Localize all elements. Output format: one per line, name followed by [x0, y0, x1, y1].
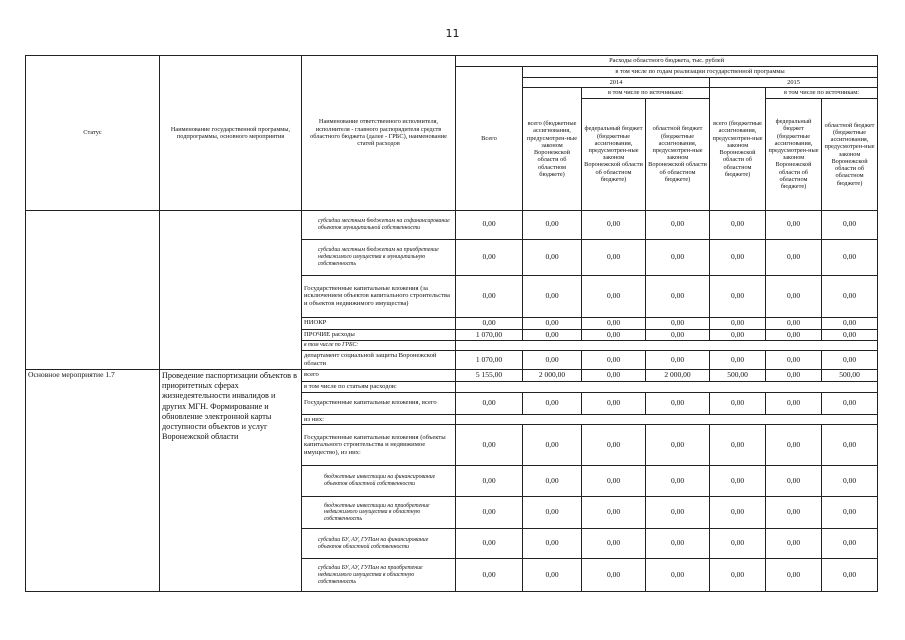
- row-label: Государственные капитальные вложения (объекты капитального строительства и недвижимое имущество), из них:: [302, 425, 456, 466]
- value-2015-federal: 0,00: [766, 210, 822, 239]
- value-2014-federal: 0,00: [582, 466, 646, 497]
- value-2015-federal: 0,00: [766, 529, 822, 559]
- value-total: 5 155,00: [456, 369, 523, 381]
- row-label: НИОКР: [302, 317, 456, 329]
- value-2015-total: 0,00: [710, 239, 766, 275]
- header-regional-2015: областной бюджет (бюджетные ассигнования, предусмотрен-ные законом Воронежской области об областном бюджете): [822, 98, 878, 210]
- value-2014-total: 0,00: [523, 317, 582, 329]
- value-2014-regional: 0,00: [646, 497, 710, 529]
- value-2015-regional: 0,00: [822, 466, 878, 497]
- header-total-2015: всего (бюджетные ассигнования, предусмотрен-ные законом Воронежской области об областном бюджете): [710, 88, 766, 210]
- program-cell: Проведение паспортизации объектов в приоритетных сферах жизнедеятельности инвалидов и других МГН. Формирование и обновление электронной карты доступности объектов и услуг Воронежской области: [160, 369, 302, 592]
- value-2015-federal: 0,00: [766, 239, 822, 275]
- value-2014-federal: 0,00: [582, 210, 646, 239]
- status-cell: Основное мероприятие 1.7: [26, 369, 160, 592]
- value-total: 0,00: [456, 239, 523, 275]
- value-2014-total: 0,00: [523, 392, 582, 414]
- value-2014-federal: 0,00: [582, 239, 646, 275]
- program-cell-empty: [160, 210, 302, 369]
- value-2015-federal: 0,00: [766, 425, 822, 466]
- table-row: [26, 210, 878, 239]
- value-total: 0,00: [456, 497, 523, 529]
- value-2015-regional: 0,00: [822, 239, 878, 275]
- value-2014-regional: 0,00: [646, 392, 710, 414]
- value-total: 0,00: [456, 392, 523, 414]
- header-total: Всего: [456, 67, 523, 211]
- header-total-2014: всего (бюджетные ассигнования, предусмотрен-ные законом Воронежской области об областном бюджете): [523, 88, 582, 210]
- value-total: 1 070,00: [456, 329, 523, 341]
- header-executor: Наименование ответственного исполнителя, исполнителя - главного распорядителя средств областного бюджета (далее - ГРБС), наименование статей расходов: [302, 56, 456, 211]
- header-year-2015: 2015: [710, 78, 878, 88]
- header-status: Статус: [26, 56, 160, 211]
- value-2015-total: 0,00: [710, 317, 766, 329]
- status-cell-empty: [26, 210, 160, 369]
- row-label: субсидии местным бюджетам на софинансирование объектов муниципальной собственности: [302, 210, 456, 239]
- page-number: 11: [445, 27, 460, 40]
- value-2014-regional: 0,00: [646, 425, 710, 466]
- header-year-2014: 2014: [523, 78, 710, 88]
- value-total: 1 070,00: [456, 351, 523, 370]
- row-label: бюджетные инвестиции на приобретение недвижимого имущества в областную собственность: [302, 497, 456, 529]
- value-2014-total: 0,00: [523, 529, 582, 559]
- value-2015-total: 0,00: [710, 351, 766, 370]
- value-2014-regional: 0,00: [646, 351, 710, 370]
- value-2015-total: 0,00: [710, 329, 766, 341]
- value-2015-federal: 0,00: [766, 351, 822, 370]
- value-2014-federal: 0,00: [582, 529, 646, 559]
- value-2015-regional: 0,00: [822, 275, 878, 317]
- header-federal-2015: федеральный бюджет (бюджетные ассигнования, предусмотрен-ные законом Воронежской области об областном бюджете): [766, 98, 822, 210]
- value-2014-total: 2 000,00: [523, 369, 582, 381]
- row-label: в том числе по ГРБС:: [302, 341, 456, 351]
- value-2015-regional: 0,00: [822, 559, 878, 592]
- row-label: Государственные капитальные вложения (за исключением объектов капитального строительства и объектов недвижимого имущества): [302, 275, 456, 317]
- value-2014-regional: 0,00: [646, 275, 710, 317]
- value-total: 0,00: [456, 425, 523, 466]
- value-2015-regional: 0,00: [822, 329, 878, 341]
- table-row: [26, 369, 878, 381]
- value-2014-federal: 0,00: [582, 497, 646, 529]
- row-label: из них:: [302, 414, 456, 425]
- row-label: ПРОЧИЕ расходы: [302, 329, 456, 341]
- value-2015-total: 0,00: [710, 275, 766, 317]
- value-2015-total: 0,00: [710, 392, 766, 414]
- value-2015-regional: 0,00: [822, 317, 878, 329]
- value-2014-total: 0,00: [523, 497, 582, 529]
- value-2015-federal: 0,00: [766, 559, 822, 592]
- row-label: всего: [302, 369, 456, 381]
- value-2015-federal: 0,00: [766, 466, 822, 497]
- value-2014-total: 0,00: [523, 425, 582, 466]
- value-total: 0,00: [456, 466, 523, 497]
- row-label: Государственные капитальные вложения, всего: [302, 392, 456, 414]
- value-2015-total: 0,00: [710, 529, 766, 559]
- value-2015-regional: 500,00: [822, 369, 878, 381]
- empty-values: [456, 381, 878, 392]
- value-2014-total: 0,00: [523, 210, 582, 239]
- header-program: Наименование государственной программы, подпрограммы, основного мероприятия: [160, 56, 302, 211]
- value-2014-regional: 0,00: [646, 239, 710, 275]
- value-2015-regional: 0,00: [822, 210, 878, 239]
- value-2014-regional: 0,00: [646, 529, 710, 559]
- value-2015-total: 0,00: [710, 425, 766, 466]
- value-total: 0,00: [456, 275, 523, 317]
- value-2015-federal: 0,00: [766, 317, 822, 329]
- value-total: 0,00: [456, 210, 523, 239]
- value-2015-regional: 0,00: [822, 529, 878, 559]
- value-total: 0,00: [456, 529, 523, 559]
- value-2015-federal: 0,00: [766, 275, 822, 317]
- row-label: субсидии местным бюджетам на приобретение недвижимого имущества в муниципальную собственность: [302, 239, 456, 275]
- value-2014-regional: 2 000,00: [646, 369, 710, 381]
- value-2014-total: 0,00: [523, 275, 582, 317]
- value-2015-total: 0,00: [710, 210, 766, 239]
- value-2015-federal: 0,00: [766, 329, 822, 341]
- value-2014-federal: 0,00: [582, 425, 646, 466]
- empty-values: [456, 341, 878, 351]
- value-2014-regional: 0,00: [646, 317, 710, 329]
- value-2015-federal: 0,00: [766, 369, 822, 381]
- value-2015-regional: 0,00: [822, 351, 878, 370]
- value-2014-federal: 0,00: [582, 317, 646, 329]
- header-by-years: в том числе по годам реализации государственной программы: [523, 67, 878, 78]
- value-2015-total: 0,00: [710, 497, 766, 529]
- value-2014-total: 0,00: [523, 466, 582, 497]
- header-sources-2015: в том числе по источникам:: [766, 88, 878, 98]
- row-label: бюджетные инвестиции на финансирование объектов областной собственности: [302, 466, 456, 497]
- value-total: 0,00: [456, 317, 523, 329]
- value-2014-regional: 0,00: [646, 559, 710, 592]
- header-sources-2014: в том числе по источникам:: [582, 88, 710, 98]
- header-regional-2014: областной бюджет (бюджетные ассигнования, предусмотрен-ные законом Воронежской области об областном бюджете): [646, 98, 710, 210]
- value-2014-federal: 0,00: [582, 369, 646, 381]
- value-2014-federal: 0,00: [582, 329, 646, 341]
- header-federal-2014: федеральный бюджет (бюджетные ассигнования, предусмотрен-ные законом Воронежской области об областном бюджете): [582, 98, 646, 210]
- budget-table: [25, 55, 878, 592]
- value-2014-total: 0,00: [523, 239, 582, 275]
- value-2014-total: 0,00: [523, 329, 582, 341]
- row-label: департамент социальной защиты Воронежской области: [302, 351, 456, 370]
- value-2015-regional: 0,00: [822, 497, 878, 529]
- value-2014-regional: 0,00: [646, 466, 710, 497]
- value-2015-total: 0,00: [710, 466, 766, 497]
- value-2014-regional: 0,00: [646, 329, 710, 341]
- value-2014-federal: 0,00: [582, 559, 646, 592]
- value-2014-total: 0,00: [523, 559, 582, 592]
- value-total: 0,00: [456, 559, 523, 592]
- value-2015-federal: 0,00: [766, 392, 822, 414]
- empty-values: [456, 414, 878, 425]
- value-2014-regional: 0,00: [646, 210, 710, 239]
- value-2015-total: 500,00: [710, 369, 766, 381]
- value-2014-total: 0,00: [523, 351, 582, 370]
- row-label: субсидии БУ, АУ, ГУПам на финансирование объектов областной собственности: [302, 529, 456, 559]
- value-2015-total: 0,00: [710, 559, 766, 592]
- value-2015-regional: 0,00: [822, 392, 878, 414]
- row-label: в том числе по статьям расходов:: [302, 381, 456, 392]
- value-2014-federal: 0,00: [582, 275, 646, 317]
- header-budget-title: Расходы областного бюджета, тыс. рублей: [456, 56, 878, 67]
- row-label: субсидии БУ, АУ, ГУПам на приобретение недвижимого имущества в областную собственность: [302, 559, 456, 592]
- value-2015-federal: 0,00: [766, 497, 822, 529]
- value-2014-federal: 0,00: [582, 351, 646, 370]
- value-2014-federal: 0,00: [582, 392, 646, 414]
- value-2015-regional: 0,00: [822, 425, 878, 466]
